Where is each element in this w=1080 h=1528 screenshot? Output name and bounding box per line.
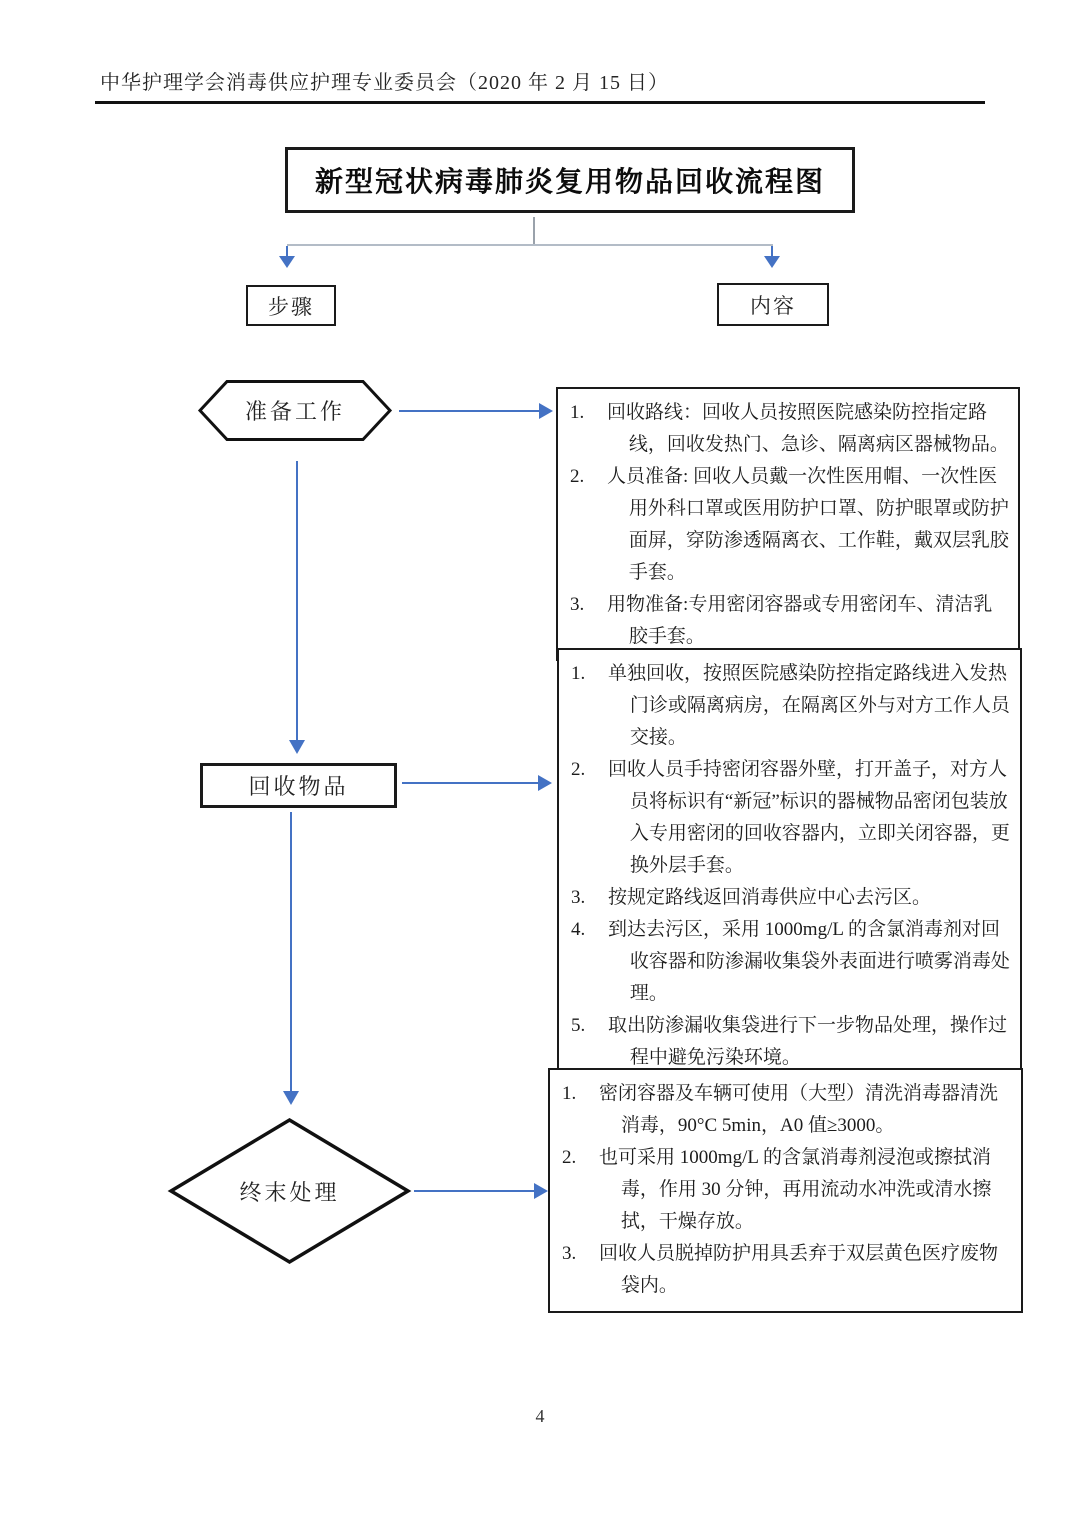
step-label-preparation: 准备工作: [244, 399, 345, 424]
step-label-recycle: 回收物品: [248, 774, 349, 799]
content-list-terminal: [562, 1078, 1013, 1302]
page-number: 4: [535, 1406, 545, 1426]
document-header: 中华护理学会消毒供应护理专业委员会（2020 年 2 月 15 日）: [100, 72, 669, 94]
list-item: 回收人员脱掉防护用具丢弃于双层黄色医疗废物袋内。: [599, 1243, 999, 1296]
step-label-terminal: 终末处理: [239, 1179, 340, 1205]
list-item: 也可采用 1000mg/L 的含氯消毒剂浸泡或擦拭消毒，作用 30 分钟，再用流动水冲洗或清水擦拭，干燥存放。: [599, 1147, 992, 1232]
content-box-terminal: [548, 1068, 1023, 1313]
header-divider: [95, 101, 985, 104]
step-rectangle-recycle: [200, 763, 397, 808]
step-hexagon-preparation: [197, 379, 393, 442]
list-item: 单独回收，按照医院感染防控指定路线进入发热门诊或隔离病房，在隔离区外与对方工作人员交接。: [608, 663, 1010, 748]
flow-arrow-1-stem: [296, 461, 298, 741]
content-list-recycle: [571, 658, 1012, 1074]
list-item: 按规定路线返回消毒供应中心去污区。: [608, 887, 932, 908]
arrow-down-flow1-icon: [289, 740, 305, 754]
arrow-right-step1-icon: [539, 403, 553, 419]
content-column-label: 内容: [750, 293, 796, 318]
flowchart-title: 新型冠状病毒肺炎复用物品回收流程图: [314, 166, 825, 197]
list-item: 取出防渗漏收集袋进行下一步物品处理，操作过程中避免污染环境。: [608, 1015, 1008, 1068]
list-item: 人员准备: 回收人员戴一次性医用帽、一次性医用外科口罩或医用防护口罩、防护眼罩或防护面屏，穿防渗透隔离衣、工作鞋，戴双层乳胶手套。: [607, 466, 1009, 583]
list-item: 密闭容器及车辆可使用（大型）清洗消毒器清洗消毒，90°C 5min，A0 值≥3000。: [599, 1083, 999, 1136]
title-connector-stub: [533, 217, 535, 244]
step-diamond-terminal: [167, 1117, 412, 1265]
list-item: 回收人员手持密闭容器外壁，打开盖子，对方人员将标识有“新冠”标识的器械物品密闭包装放入专用密闭的回收容器内，立即关闭容器，更换外层手套。: [608, 759, 1010, 876]
arrow-step1-stem: [399, 410, 539, 412]
flow-arrow-2-stem: [290, 812, 292, 1092]
arrow-right-step3-icon: [534, 1183, 548, 1199]
arrow-down-flow2-icon: [283, 1091, 299, 1105]
arrow-down-left-icon: [279, 256, 295, 268]
arrow-step3-stem: [414, 1190, 536, 1192]
content-box-recycle: [557, 648, 1022, 1082]
list-item: 用物准备:专用密闭容器或专用密闭车、清洁乳胶手套。: [607, 594, 993, 647]
content-box-preparation: [556, 387, 1020, 661]
steps-column-label: 步骤: [268, 294, 314, 319]
flowchart-title-box: [285, 147, 855, 213]
title-connector-split: [287, 244, 773, 246]
arrow-step2-stem: [402, 782, 538, 784]
content-list-preparation: [570, 397, 1010, 653]
arrow-down-right-icon: [764, 256, 780, 268]
list-item: 到达去污区，采用 1000mg/L 的含氯消毒剂对回收容器和防渗漏收集袋外表面进行喷雾消毒处理。: [608, 919, 1010, 1004]
list-item: 回收路线：回收人员按照医院感染防控指定路线，回收发热门、急诊、隔离病区器械物品。: [607, 402, 1009, 455]
content-column-header: [717, 283, 829, 326]
steps-column-header: [246, 285, 336, 326]
arrow-right-step2-icon: [538, 775, 552, 791]
